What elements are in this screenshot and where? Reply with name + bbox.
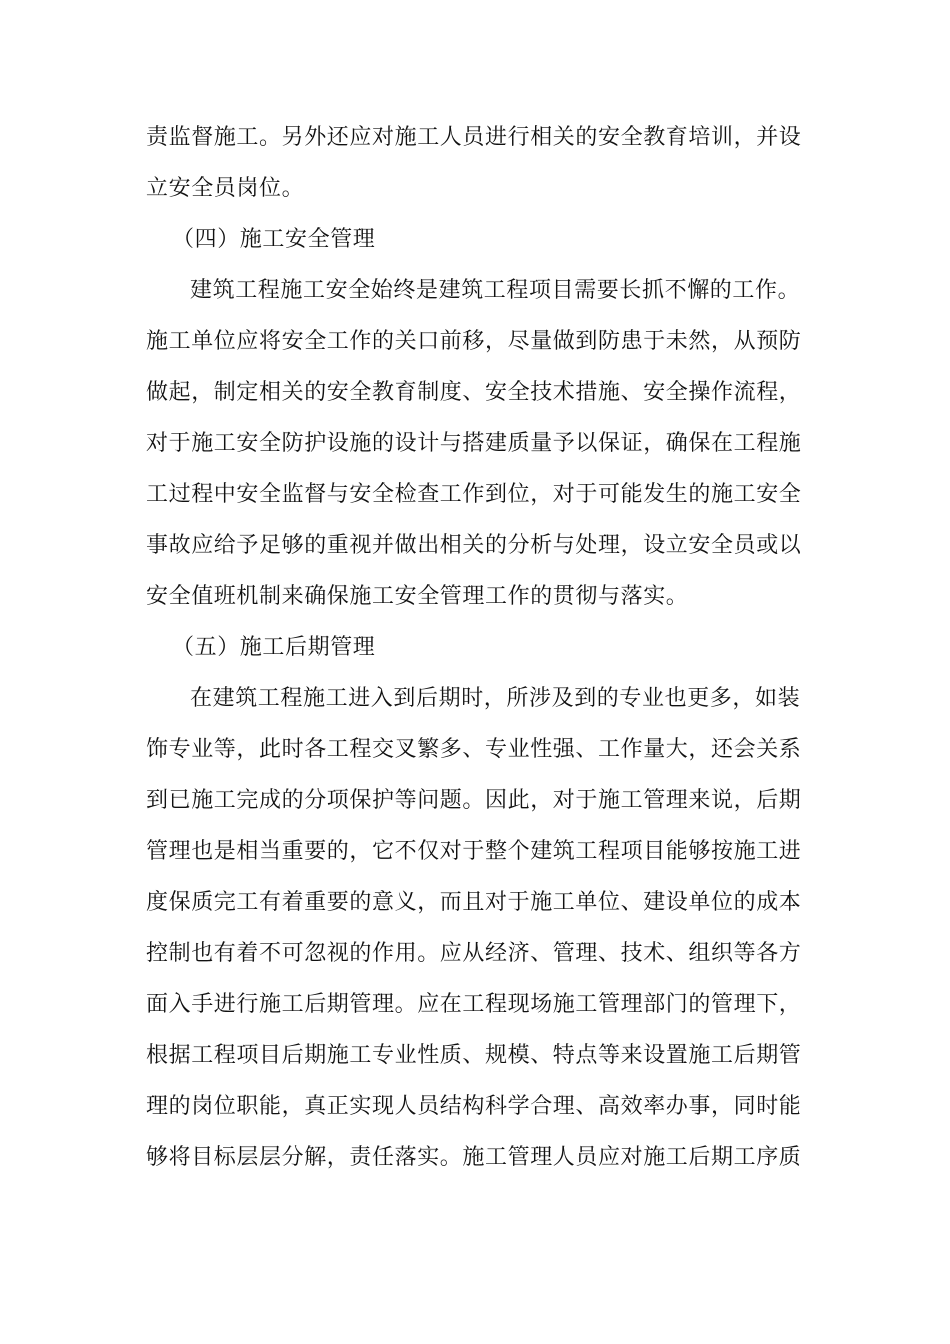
text-line: 工过程中安全监督与安全检查工作到位，对于可能发生的施工安全 [146, 482, 802, 507]
text-line: 控制也有着不可忽视的作用。应从经济、管理、技术、组织等各方 [146, 941, 802, 966]
text-line: 理的岗位职能，真正实现人员结构科学合理、高效率办事，同时能 [146, 1094, 802, 1119]
text-line: 到已施工完成的分项保护等问题。因此，对于施工管理来说，后期 [146, 788, 802, 813]
text-line: 饰专业等，此时各工程交叉繁多、专业性强、工作量大，还会关系 [146, 737, 802, 762]
text-line: 事故应给予足够的重视并做出相关的分析与处理，设立安全员或以 [146, 533, 802, 558]
text-line: 度保质完工有着重要的意义，而且对于施工单位、建设单位的成本 [146, 890, 802, 915]
text-line: 做起，制定相关的安全教育制度、安全技术措施、安全操作流程， [146, 380, 802, 405]
text-line: 管理也是相当重要的，它不仅对于整个建筑工程项目能够按施工进 [146, 839, 802, 864]
text-line: 施工单位应将安全工作的关口前移，尽量做到防患于未然，从预防 [146, 329, 802, 354]
text-line: 立安全员岗位。 [146, 176, 305, 201]
section-heading: （四）施工安全管理 [172, 227, 376, 252]
text-line: 够将目标层层分解，责任落实。施工管理人员应对施工后期工序质 [146, 1145, 802, 1170]
text-line: 建筑工程施工安全始终是建筑工程项目需要长抓不懈的工作。 [190, 278, 801, 303]
section-heading: （五）施工后期管理 [172, 635, 376, 660]
text-line: 在建筑工程施工进入到后期时，所涉及到的专业也更多，如装 [190, 686, 801, 711]
text-line: 安全值班机制来确保施工安全管理工作的贯彻与落实。 [146, 584, 689, 609]
text-line: 根据工程项目后期施工专业性质、规模、特点等来设置施工后期管 [146, 1043, 802, 1068]
text-line: 责监督施工。另外还应对施工人员进行相关的安全教育培训，并设 [146, 125, 802, 150]
text-line: 面入手进行施工后期管理。应在工程现场施工管理部门的管理下， [146, 992, 802, 1017]
text-line: 对于施工安全防护设施的设计与搭建质量予以保证，确保在工程施 [146, 431, 802, 456]
